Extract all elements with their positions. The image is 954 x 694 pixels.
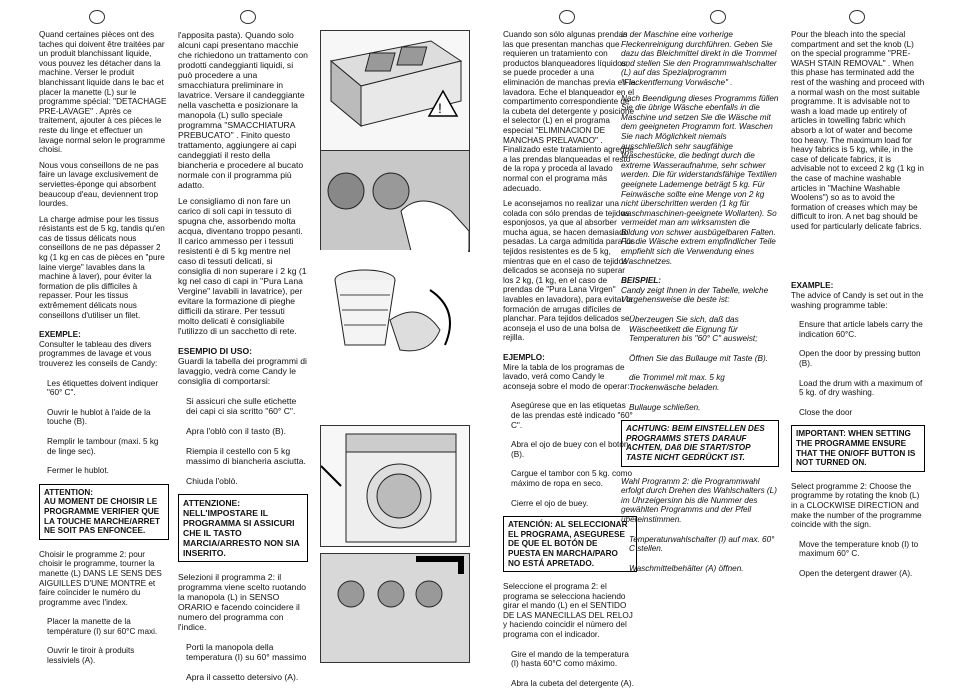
panel-illustration (321, 554, 469, 662)
fr-warning-title: ATTENTION: (44, 487, 93, 497)
en-step-5: Move the temperature knob (I) to maximum 60° C. (799, 539, 919, 559)
figure-door-button (320, 150, 470, 252)
de-step-4: Bullauge schließen. (629, 402, 701, 412)
fr-step-6: Ouvrir le tiroir à produits lessiviels (A). (47, 646, 135, 666)
en-step-4: Close the door (799, 407, 853, 417)
lang-marker-de (710, 10, 726, 24)
machine-illustration (321, 426, 469, 546)
en-step-1: Ensure that article labels carry the indication 60°C. (799, 320, 923, 339)
de-step-2: Öffnen Sie das Bullauge mit Taste (B). (629, 353, 768, 363)
fr-example-label: EXEMPLE: (39, 330, 81, 340)
en-warning-box: IMPORTANT: WHEN SETTING THE PROGRAMME ENSURE THAT THE ON/OFF BUTTON IS NOT TURNED ON. (791, 425, 925, 471)
drawer-illustration (321, 31, 469, 151)
en-step-6: Open the detergent drawer (A). (799, 568, 913, 578)
lang-marker-en (849, 10, 865, 24)
it-paragraph-3: Selezioni il programma 2: il programma viene scelto ruotando la manopola (L) in SENSO ORARIO e facendo coincidere il numero del programma con l'indice. (178, 572, 307, 632)
fr-step-3: Remplir le tambour (maxi. 5 kg de linge sec). (47, 436, 159, 456)
es-paragraph-3: Seleccione el programa 2: el programa se selecciona haciendo girar el mando (L) en el SENTIDO DE LAS MANECILLAS DEL RELOJ y haciendo coincidir el número del programa con el indicador. (503, 582, 633, 640)
fr-warning-box (39, 484, 169, 540)
es-paragraph-2: Le aconsejamos no realizar una colada con sólo prendas de tejidos esponjosos, ya que al absorber mucha agua, se hacen demasiado pesadas. La carga admitida para los tejidos resistentes es de 5 kg, mientras que en el caso de tejidos delicados se aconseja no superar los 2 kg, (1 kg, en el caso de prendas de "Pura Lana Virgen" lavables en lavadora), para evitar la formación de arrugas difíciles de planchar. Para tejidos delicados se aconseja el uso de una bolsa de rejilla. (503, 199, 635, 343)
en-paragraph-3: Select programme 2: Choose the programme by rotating the knob (L) in a CLOCKWISE DIRECTION and make the number of the programme coincide with the sign. (791, 481, 922, 530)
es-step-2: Abra el ojo de buey con el botón (B). (511, 440, 629, 459)
column-english (791, 30, 925, 585)
es-warning-box: ATENCIÓN: AL SELECCIONAR EL PROGRAMA, ASEGURESE DE QUE EL BOTÓN DE PUESTA EN MARCHA/PARO NO ESTÁ APRETADO. (503, 516, 637, 572)
fr-paragraph-1: Quand certaines pièces ont des taches qui doivent être traitées par un produit blanchissant liquide, vous pouvez les détacher dans la machine. Verser le produit blanchissant liquide dans le bac et placer la manette (L) sur le programme spécial: "DETACHAGE PRE-LAVAGE" . Après ce traitement, ajouter à ces pièces le reste du linge et effectuer un lavage normal selon le programme choisi. (39, 30, 167, 155)
it-paragraph-2: Le consigliamo di non fare un carico di soli capi in tessuto di spugna che, assorbendo molta acqua, diventano troppo pesanti. Il carico ammesso per i tessuti resistenti è di 5 kg mentre nel caso di tessuti delicati, si consiglia di non superare i 2 kg (1 kg nel caso di capi in "Pura Lana Vergine" lavabili in lavatrice), per evitare la formazione di pieghe difficili da stirare. Per tessuti molto delicati è consigliabile l'utilizzo di un sacchetto di rete. (178, 196, 307, 336)
es-example-label: EJEMPLO: (503, 353, 545, 362)
es-step-4: Cierre el ojo de buey. (511, 498, 589, 508)
it-step-6: Apra il cassetto detersivo (A). (186, 672, 299, 682)
laundry-illustration (320, 250, 468, 360)
fr-example-text: Consulter le tableau des divers programmes de lavage et vous trouverez les conseils de Candy: (39, 339, 158, 368)
lang-marker-es (559, 10, 575, 24)
figure-control-panel (320, 553, 470, 663)
en-step-2: Open the door by pressing button (B). (799, 349, 921, 369)
de-step-3: die Trommel mit max. 5 kg Trockenwäsche beladen. (629, 373, 725, 392)
fr-step-2: Ouvrir le hublot à l'aide de la touche (B). (47, 407, 151, 427)
en-paragraph-1: Pour the bleach into the special compartment and set the knob (L) on the special programme "PRE-WASH STAIN REMOVAL" . When this phase has terminated add the rest of the washing and proceed with a normal wash on the most suitable programme. It is advisable not to wash a load made up entirely of articles in towelling fabric which absorb a lot of water and become too heavy. The maximum load for heavy fabrics is 5 kg, while, in the case of delicate fabrics, it is advisable not to exceed 2 kg (1 kg in the case of machine washable articles in "Machine Washable Woolens") so as to avoid the formation of creases which may be difficult to iron. A net bag should be used for particularly delicate fabrics. (791, 30, 925, 231)
it-step-4: Chiuda l'oblò. (186, 476, 238, 486)
de-example-label: BEISPIEL: (621, 276, 662, 286)
figure-detergent-drawer (320, 30, 470, 152)
it-example-text: Guardi la tabella dei programmi di lavaggio, vedrà come Candy le consiglia di comportarsi: (178, 356, 307, 386)
fr-paragraph-3: La charge admise pour les tissus résistants est de 5 kg, tandis qu'en cas de tissus délicats nous conseillons de ne pas dépasser 2 kg (1 kg en cas de pièces en "pure laine vierge" lavables dans la machine à laver), pour éviter la formation de plis difficiles à repasser. Pour les tissus extrêmement délicats nous conseillons d'utiliser un filet. (39, 214, 165, 320)
it-step-1: Si assicuri che sulle etichette dei capi ci sia scritto "60° C". (186, 396, 297, 416)
es-paragraph-1: Cuando son sólo algunas prendas las que presentan manchas que requieren un tratamiento con productos blanqueadores líquidos, se puede proceder a una eliminación de manchas previa en la lavadora. Eche el blanqueador en el compartimento correspondiente de la cubeta del detergente y posicione el selector (L) en el programa especial "ELIMINACION DE MANCHAS PRELAVADO" . Finalizado este tratamiento agregue a las prendas blanqueadas el resto de la ropa y proceda al lavado normal con el programa más adecuado. (503, 30, 636, 193)
lang-marker-it (240, 10, 256, 24)
en-step-3: Load the drum with a maximum of 5 kg. of dry washing. (799, 378, 923, 398)
it-warning-box: ATTENZIONE: NELL'IMPOSTARE IL PROGRAMMA SI ASSICURI CHE IL TASTO MARCIA/ARRESTO NON SIA INSERITO. (178, 494, 308, 562)
figure-laundry-basket (320, 250, 468, 360)
de-step-5: Temperaturwahlschalter (I) auf max. 60° C stellen. (629, 534, 775, 554)
column-italian (178, 30, 308, 688)
fr-warning-text: AU MOMENT DE CHOISIR LE PROGRAMME VERIFIER QUE LA TOUCHE MARCHE/ARRET NE SOIT PAS ENFONCEE. (44, 497, 160, 536)
de-paragraph-1: in der Maschine eine vorherige Fleckenreinigung durchführen. Geben Sie dazu das Bleichmittel direkt in die Trommel und stellen Sie den Programmwahlschalter (L) auf das Spezialprogramm "Fleckentfernung Vorwäsche" . (621, 30, 777, 87)
fr-step-5: Placer la manette de la température (I) sur 60°C maxi. (47, 617, 158, 636)
fr-paragraph-2: Nous vous conseillons de ne pas faire un lavage exclusivement de serviettes-éponge qui absorbent beaucoup d'eau, deviennent trop lourdes. (39, 160, 159, 209)
de-step-6: Waschmittelbehälter (A) öffnen. (629, 563, 744, 573)
fr-paragraph-4: Choisir le programme 2: pour choisir le programme, tourner la manette (L) DANS LE SENS DES AIGUILLES D'UNE MONTRE et faire coïncider le numéro du programme avec l'index. (39, 549, 162, 607)
de-example-text: Candy zeigt Ihnen in der Tabelle, welche Vorgehensweise die beste ist: (621, 285, 769, 305)
it-step-3: Riempia il cestello con 5 kg massimo di biancheria asciutta. (186, 446, 306, 466)
door-button-illustration (321, 151, 469, 251)
es-step-5: Gire el mando de la temperatura (I) hasta 60°C como máximo. (511, 649, 629, 669)
es-step-1: Asegúrese que en las etiquetas de las prendas esté indicado "60° C". (511, 401, 633, 430)
lang-marker-fr (89, 10, 105, 24)
fr-step-4: Fermer le hublot. (47, 466, 109, 476)
column-french (39, 30, 169, 672)
es-step-3: Cargue el tambor con 5 kg. como máximo de ropa en seco. (511, 469, 633, 488)
figure-washing-machine (320, 425, 470, 547)
de-step-1: Überzeugen Sie sich, daß das Wäscheetikett die Eignung für Temperaturen bis "60° C" ausweist; (629, 315, 758, 344)
it-step-5: Porti la manopola della temperatura (I) su 60° massimo (186, 642, 307, 662)
column-german (621, 30, 779, 579)
es-example-text: Mire la tabla de los programas de lavado, verá como Candy le aconseja sobre el modo de operar: (503, 362, 630, 391)
svg-text:!: ! (438, 100, 442, 116)
es-step-6: Abra la cubeta del detergente (A). (511, 678, 634, 688)
en-example-label: EXAMPLE: (791, 281, 834, 291)
fr-step-1: Les étiquettes doivent indiquer "60° C". (47, 378, 159, 398)
it-step-2: Apra l'oblò con il tasto (B). (186, 426, 287, 436)
de-paragraph-2: Nach Beendigung dieses Programms füllen Sie die übrige Wäsche ebenfalls in die Maschine und setzen Sie die Wäsche mit dem geeigneten Programm fort. Waschen Sie nach Möglichkeit niemals ausschließlich sehr saugfähige Wäschestücke, die bedingt durch die extreme Wasseraufnahme, sehr schwer werden. Die für widerstandsfähige Textilien geeignete Lademenge beträgt 5 kg. Für Feinwäsche sollte eine Menge von 2 kg nicht überschritten werden (1 kg für waschmaschinen-geeignete Wollarten). So vermeidet man am wirksamsten die Bildung von schwer ausbügelbaren Falten. Für die Wäsche extrem empfindlicher Teile empfiehlt sich die Verwendung eines Waschnetzes. (621, 93, 779, 266)
it-paragraph-1: l'apposita pasta). Quando solo alcuni capi presentano macchie che richiedono un trattamento con prodotti candeggianti liquidi, si può procedere a una smacchiatura preliminare in lavatrice. Versare il candeggiante nella vaschetta e posizionare la manopola (L) sullo speciale programma "SMACCHIATURA PREBUCATO" . Finito questo trattamento, aggiungere ai capi candeggiati il resto della biancheria e procedere al bucato normale con il programma più adatto. (178, 30, 308, 190)
de-warning-box: ACHTUNG: BEIM EINSTELLEN DES PROGRAMMS STETS DARAUF ACHTEN, DAß DIE START/STOP TASTE NICHT GEDRÜCKT IST. (621, 420, 779, 466)
it-example-label: ESEMPIO DI USO: (178, 346, 253, 356)
en-example-text: The advice of Candy is set out in the washing programme table: (791, 291, 924, 310)
de-paragraph-3: Wahl Programm 2: die Programmwahl erfolgt durch Drehen des Wahlschalters (L) im Uhrzeigersinn bis die Nummer des gewählten Programms und der Pfeil übereinstimmen. (621, 476, 777, 524)
column-spanish (503, 30, 637, 694)
